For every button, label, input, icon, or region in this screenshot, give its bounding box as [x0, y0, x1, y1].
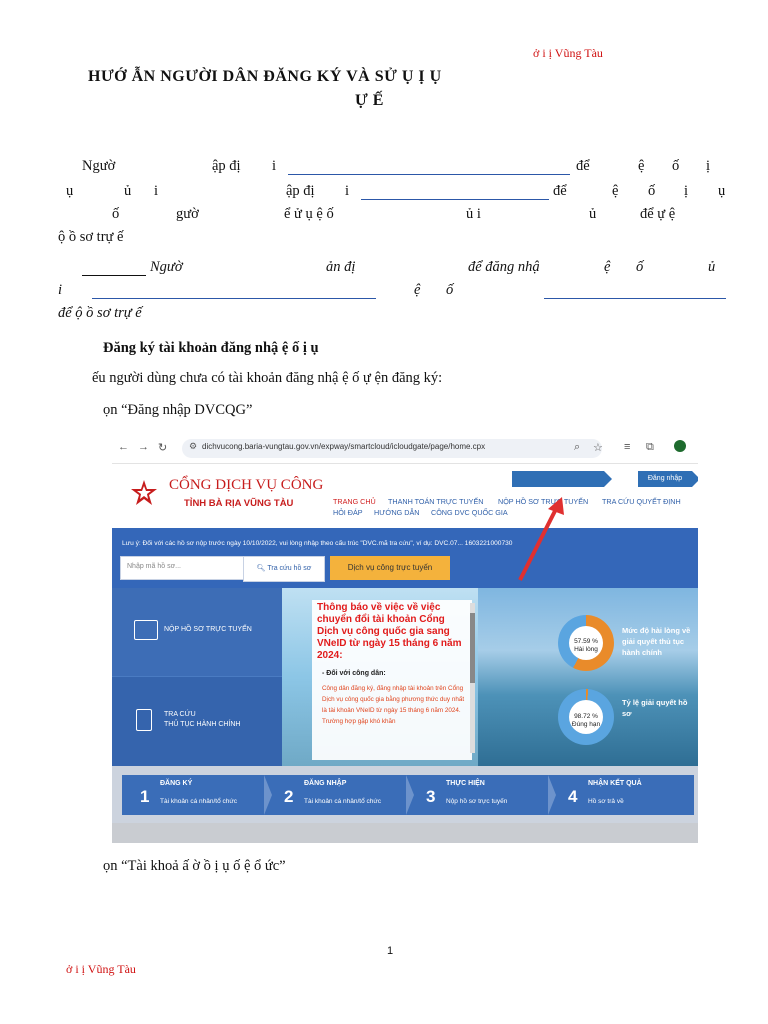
announcement-title: Thông báo về việc về việc chuyển đổi tài khoản Cổng Dịch vụ công quốc gia sang VNeID từ ngày 15 tháng 6 năm 2024:: [317, 602, 462, 661]
para1-l2h: ố: [648, 183, 656, 199]
note-line: ếu người dùng chưa có tài khoản đăng nhậ ệ ố ự ện đăng ký:: [92, 370, 443, 386]
footer-org: ở i ị Vũng Tàu: [66, 962, 136, 976]
link-placeholder-1[interactable]: [288, 160, 570, 175]
step3-sub: Nộp hồ sơ trực tuyến: [446, 798, 508, 805]
tile-submit-online[interactable]: [112, 588, 282, 676]
para1-l4: ộ ồ sơ trự ế: [58, 229, 124, 245]
nav-submit[interactable]: NỘP HỒ SƠ TRỰC TUYẾN: [498, 497, 589, 506]
back-icon[interactable]: ←: [118, 441, 129, 453]
para1-l3f: để ự ệ: [640, 206, 676, 222]
para1-l1a: Ngườ: [82, 158, 116, 174]
profile-icon[interactable]: [674, 440, 686, 452]
donut2-value: 98.72 %: [574, 713, 598, 720]
para1-l2e: i: [345, 183, 350, 199]
login-button[interactable]: Đăng nhập: [638, 471, 692, 487]
select-line: ọn “Đăng nhập DVCQG”: [103, 402, 253, 418]
login-dvcqg-button[interactable]: [512, 471, 604, 487]
screenshot-footer: [112, 823, 698, 843]
nav-national-portal[interactable]: CÔNG DVC QUỐC GIA: [431, 508, 508, 517]
para2-l1d: ệ: [604, 259, 611, 275]
para1-l2j: ụ: [718, 183, 726, 199]
para1-l2a: ụ: [66, 183, 74, 199]
search-notice: Lưu ý: Đối với các hồ sơ nộp trước ngày 10/10/2022, vui lòng nhập theo cấu trúc "DVC.mã tra cứu", ví dụ: DVC.07... 1603221000730: [122, 540, 513, 547]
nav-faq[interactable]: HỎI ĐÁP: [333, 508, 363, 517]
para1-l3c: ể ử ụ ệ ố: [284, 206, 334, 222]
reading-list-icon[interactable]: ≡: [624, 441, 631, 453]
page-number: 1: [387, 945, 394, 957]
step1-title: ĐĂNG KÝ: [160, 780, 193, 787]
para1-l2c: i: [154, 183, 159, 199]
link-placeholder-2[interactable]: [361, 185, 549, 200]
para1-l1c: i: [272, 158, 277, 174]
para2-l3: để ộ ồ sơ trự ế: [58, 305, 142, 321]
nav-payment[interactable]: THANH TOÁN TRỰC TUYẾN: [388, 497, 484, 506]
para1-l1e: ệ: [638, 158, 645, 174]
para1-l3a: ố: [112, 206, 120, 222]
para1-l3e: ủ: [589, 206, 597, 222]
para2-l1c: để đăng nhậ: [468, 259, 540, 275]
star-icon[interactable]: ☆: [593, 442, 603, 454]
step3-number: 3: [426, 787, 436, 806]
para2-l1a: Ngườ: [150, 259, 183, 275]
step2-number: 2: [284, 787, 294, 806]
header-org: ở i ị Vũng Tàu: [533, 46, 603, 60]
step-separator-3: [548, 775, 556, 815]
zoom-icon[interactable]: ⌕: [574, 441, 581, 453]
para1-l3b: gườ: [176, 206, 199, 222]
portal-brand-sub: TỈNH BÀ RỊA VŨNG TÀU: [184, 498, 294, 509]
announcement-subtitle: - Đối với công dân:: [322, 670, 386, 677]
red-arrow-icon: [512, 495, 572, 585]
donut2-label: Đúng hạn: [571, 721, 601, 728]
online-service-button[interactable]: Dịch vụ công trực tuyến: [330, 556, 450, 580]
tile1-label: NỘP HỒ SƠ TRỰC TUYẾN: [164, 626, 252, 633]
step-separator-1: [264, 775, 272, 815]
step1-number: 1: [140, 787, 150, 806]
para2-l1f: ủ: [708, 259, 716, 275]
search-record-button[interactable]: [243, 556, 325, 582]
search-button-label: Tra cứu hồ sơ: [267, 565, 312, 572]
link-placeholder-3[interactable]: [92, 284, 376, 299]
nav-guide[interactable]: HƯỚNG DẪN: [374, 508, 420, 517]
para2-l2b: ệ: [414, 282, 421, 298]
hands-doc-icon: [134, 620, 158, 640]
step-separator-2: [406, 775, 414, 815]
document-icon: [136, 709, 152, 731]
stat-on-time: Tỷ lệ giải quyết hồ sơ: [622, 698, 688, 718]
step4-title: NHẬN KẾT QUẢ: [588, 780, 642, 787]
forward-icon[interactable]: →: [138, 441, 149, 453]
portal-brand-title: CỔNG DỊCH VỤ CÔNG: [169, 477, 324, 493]
para2-l2c: ố: [446, 282, 454, 298]
announcement-scrollbar[interactable]: [470, 603, 475, 753]
underline-blank: [82, 261, 146, 276]
para1-l2g: ệ: [612, 183, 619, 199]
para1-l3d: ủ i: [466, 206, 481, 222]
announcement-body: Công dân đăng ký, đăng nhập tài khoản trên Cổng Dịch vụ công quốc gia bằng phương thức duy nhất là tài khoản VNeID từ ngày 15 tháng 6 năm 2024. Trường hợp gặp khó khăn: [322, 685, 465, 725]
browser-toolbar: [112, 435, 698, 464]
record-search-input[interactable]: [120, 556, 244, 580]
tile2-label-b: THỦ TỤC HÀNH CHÍNH: [164, 721, 241, 728]
extensions-icon[interactable]: ⧉: [646, 441, 654, 453]
link-placeholder-4[interactable]: [544, 284, 726, 299]
para2-l1e: ố: [636, 259, 644, 275]
para1-l2d: ập đị: [286, 183, 315, 199]
donut1-label: Hài lòng: [574, 646, 598, 653]
address-bar[interactable]: [182, 439, 602, 458]
para2-l1b: ản đị: [326, 259, 356, 275]
para1-l2i: ị: [684, 183, 689, 199]
search-icon: 🔍︎: [256, 565, 268, 572]
reload-icon[interactable]: ↻: [158, 442, 168, 454]
para1-l2f: để: [553, 183, 567, 199]
nav-home[interactable]: TRANG CHỦ: [333, 497, 376, 506]
para1-l1b: ập đị: [212, 158, 241, 174]
url-text: dichvucong.baria-vungtau.gov.vn/expway/smartcloud/icloudgate/page/home.cpx: [202, 442, 486, 451]
step3-title: THỰC HIỆN: [446, 780, 485, 787]
para1-l1f: ố: [672, 158, 680, 174]
para1-l1d: để: [576, 158, 590, 174]
nav-lookup-decision[interactable]: TRA CỨU QUYẾT ĐỊNH: [602, 497, 681, 506]
step1-sub: Tài khoản cá nhân/tổ chức: [160, 798, 237, 805]
donut1-value: 57.59 %: [574, 638, 598, 645]
site-info-icon[interactable]: ⚙: [189, 441, 198, 451]
portal-screenshot: [112, 435, 698, 843]
step2-sub: Tài khoản cá nhân/tổ chức: [304, 798, 381, 805]
search-placeholder: Nhập mã hồ sơ...: [127, 563, 182, 570]
step2-title: ĐĂNG NHẬP: [304, 780, 347, 787]
step4-number: 4: [568, 787, 578, 806]
after-line: ọn “Tài khoả ấ ờ ồ ị ụ ố ệ ổ ức”: [103, 858, 286, 874]
doc-title-line1: HƯỚ ẪN NGƯỜI DÂN ĐĂNG KÝ VÀ SỬ Ụ Ị Ụ: [88, 68, 442, 85]
step4-sub: Hồ sơ trả về: [588, 798, 624, 805]
portal-logo-icon: [130, 479, 158, 507]
para2-l2a: i: [58, 282, 63, 298]
tile-lookup-procedures[interactable]: [112, 677, 282, 766]
para1-l2b: ủ: [124, 183, 132, 199]
tile2-label-a: TRA CỨU: [164, 711, 196, 718]
stat-satisfaction: Mức độ hài lòng về giải quyết thủ tục hành chính: [622, 626, 691, 657]
section-title: Đăng ký tài khoản đăng nhậ ệ ố ị ụ: [103, 340, 319, 356]
para1-l1g: ị: [706, 158, 711, 174]
doc-title-line2: Ự Ế: [355, 92, 384, 109]
